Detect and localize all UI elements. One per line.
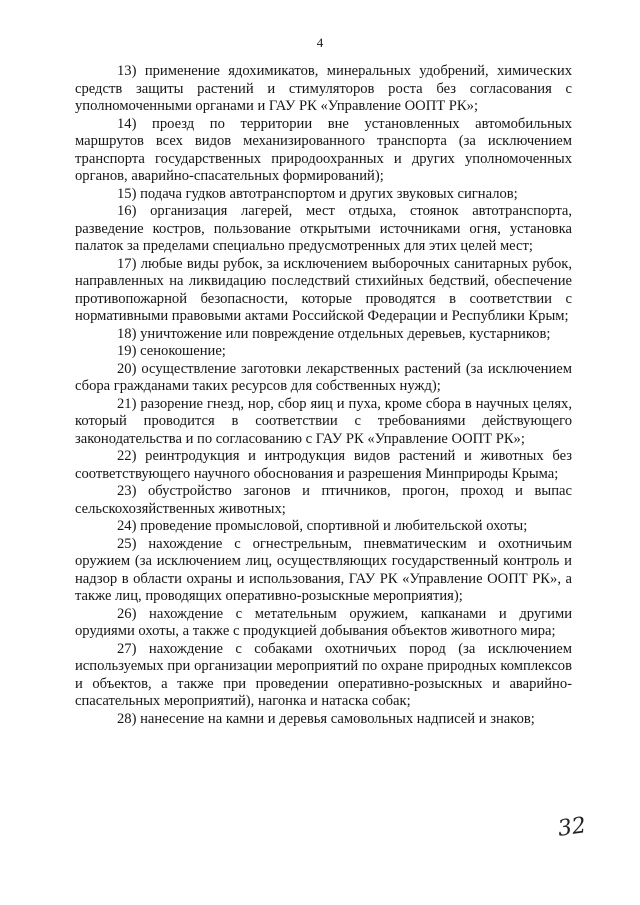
list-item: 21) разорение гнезд, нор, сбор яиц и пуха, кроме сбора в научных целях, который проводится в соответствии с требованиями действующего законодательства и по согласованию с ГАУ РК «Управление ООПТ РК»; [75,395,572,447]
list-item: 27) нахождение с собаками охотничьих пород (за исключением используемых при организации мероприятий по охране природных комплексов и объектов, а также при проведении оперативно-розыскных и аварийно-спасательных мероприятий), нагонка и натаска собак; [75,640,572,709]
list-item: 16) организация лагерей, мест отдыха, стоянок автотранспорта, разведение костров, пользование открытыми источниками огня, установка палаток за пределами специально предусмотренных для этих целей мест; [75,203,572,254]
list-item: 13) применение ядохимикатов, минеральных удобрений, химических средств защиты растений и стимуляторов роста без согласования с уполномоченными органами и ГАУ РК «Управление ООПТ РК»; [75,63,572,114]
list-item: 15) подача гудков автотранспортом и других звуковых сигналов; [117,185,518,202]
list-item: 23) обустройство загонов и птичников, прогон, проход и выпас сельскохозяйственных животных; [75,483,572,517]
document-body [75,63,572,728]
list-item: 20) осуществление заготовки лекарственных растений (за исключением сбора гражданами таких ресурсов для собственных нужд); [75,360,572,394]
list-item: 22) реинтродукция и интродукция видов растений и животных без соответствующего научного обоснования и разрешения Минприроды Крыма; [75,448,572,482]
list-item: 17) любые виды рубок, за исключением выборочных санитарных рубок, направленных на ликвидацию последствий стихийных бедствий, обеспечение противопожарной безопасности, которые проводятся в соответствии с нормативными правовыми актами Российской Федерации и Республики Крым; [75,255,572,324]
page-number: 4 [316,35,324,50]
list-item: 28) нанесение на камни и деревья самовольных надписей и знаков; [117,710,535,727]
handwritten-page-note: 32 [556,813,588,842]
list-item: 14) проезд по территории вне установленных автомобильных маршрутов всех видов механизированного транспорта (за исключением транспорта государственных природоохранных и других уполномоченных органов, аварийно-спасательных формирований); [75,115,572,184]
list-item: 24) проведение промысловой, спортивной и любительской охоты; [117,518,528,534]
list-item: 19) сенокошение; [117,343,226,359]
list-item: 26) нахождение с метательным оружием, капканами и другими орудиями охоты, а также с продукцией добывания объектов животного мира; [75,605,572,639]
list-item: 25) нахождение с огнестрельным, пневматическим и охотничьим оружием (за исключением лиц, осуществляющих государственный контроль и надзор в области охраны и использования, ГАУ РК «Управление ООПТ РК», а также лиц, проводящих оперативно-розыскные мероприятия); [75,535,572,604]
list-item: 18) уничтожение или повреждение отдельных деревьев, кустарников; [117,325,551,342]
